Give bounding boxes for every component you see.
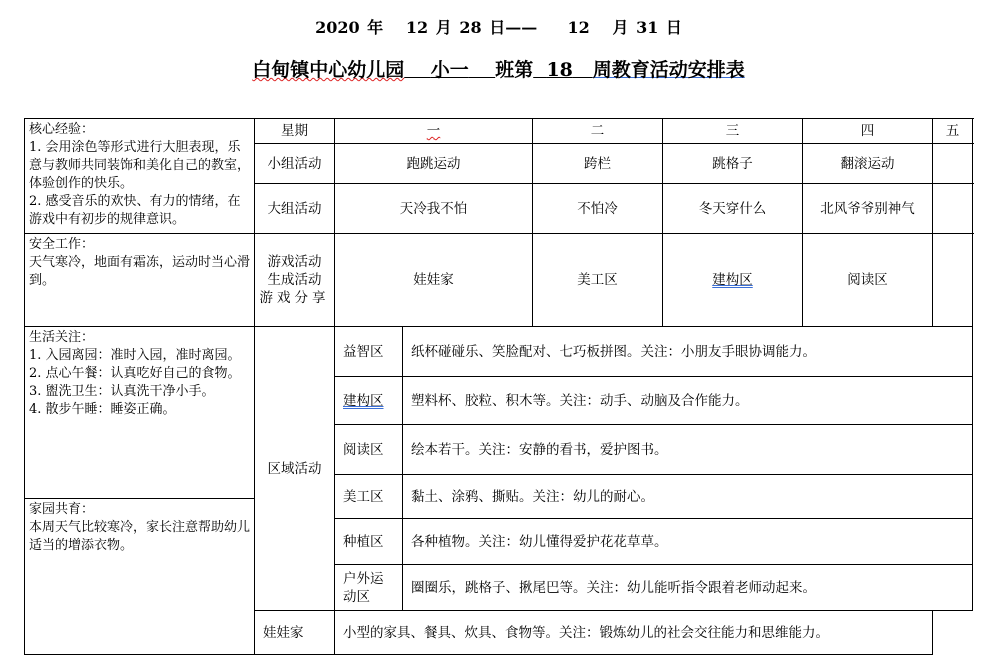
table-cell: 跑跳运动: [335, 144, 533, 184]
life-attention-item: 3. 盥洗卫生：认真洗干净小手。: [29, 384, 215, 399]
zone-name: 种植区: [335, 519, 403, 565]
date-month-start: 12: [405, 18, 429, 37]
date-range: [0, 15, 997, 38]
date-month-unit-start: 月: [435, 18, 452, 37]
week-label: 星期: [255, 119, 335, 144]
class-suffix: 班第: [495, 59, 534, 81]
page-title: [0, 55, 997, 82]
zone-desc: 纸杯碰碰乐、笑脸配对、七巧板拼图。关注：小朋友手眼协调能力。: [403, 327, 973, 377]
table-cell: 天冷我不怕: [335, 184, 533, 234]
core-experience-item: 1. 会用涂色等形式进行大胆表现，乐意与教师共同装饰和美化自己的教室，体验创作的快乐。: [29, 140, 251, 191]
table-cell: 建构区: [663, 234, 803, 327]
row-label-large-group: 大组活动: [255, 184, 335, 234]
zone-name: 建构区: [335, 377, 403, 425]
date-day-unit-end: 日: [665, 18, 682, 37]
table-cell: 不怕冷: [533, 184, 663, 234]
table-cell: 翻滚运动: [803, 144, 933, 184]
zone-name: 户外运 动区: [335, 565, 403, 611]
table-cell: 娃娃家: [335, 234, 533, 327]
life-attention-item: 2. 点心午餐：认真吃好自己的食物。: [29, 366, 241, 381]
row-label-small-group: 小组活动: [255, 144, 335, 184]
date-day-end: 31: [636, 18, 659, 37]
class-blank-right: [469, 59, 495, 81]
day-header-thu: 四: [803, 119, 933, 144]
week-blank-left: [533, 59, 546, 81]
zone-desc: 黏土、涂鸦、撕贴。关注：幼儿的耐心。: [403, 475, 973, 519]
table-cell: 美工区: [533, 234, 663, 327]
zone-name: 阅读区: [335, 425, 403, 475]
table-cell: [933, 144, 973, 184]
date-year: 2020: [315, 18, 360, 37]
core-experience-title: 核心经验：: [29, 122, 95, 137]
zone-name: 美工区: [335, 475, 403, 519]
table-cell: [933, 184, 973, 234]
day-header-mon: 一: [335, 119, 533, 144]
table-cell: 冬天穿什么: [663, 184, 803, 234]
safety-cell: [25, 234, 255, 327]
home-school-title: 家园共育：: [29, 502, 95, 517]
week-number: 18: [546, 59, 573, 81]
class-blank-left: [404, 59, 430, 81]
table-cell: 阅读区: [803, 234, 933, 327]
zone-desc: 小型的家具、餐具、炊具、食物等。关注：锻炼幼儿的社会交往能力和思维能力。: [335, 611, 933, 655]
life-attention-title: 生活关注：: [29, 330, 95, 345]
core-experience-cell: [25, 119, 255, 234]
title-suffix: 周教育活动安排表: [592, 59, 745, 81]
table-cell: 北风爷爷别神气: [803, 184, 933, 234]
date-month-end: 12: [567, 18, 590, 37]
date-day-unit-start: 日——: [489, 18, 538, 37]
zone-name: 益智区: [335, 327, 403, 377]
table-row: [25, 234, 973, 327]
date-day-start: 28: [459, 18, 482, 37]
day-header-tue: 二: [533, 119, 663, 144]
zone-desc: 塑料杯、胶粒、积木等。关注：动手、动脑及合作能力。: [403, 377, 973, 425]
life-attention-cell: [25, 327, 255, 499]
zone-desc: 圈圈乐，跳格子、揪尾巴等。关注：幼儿能听指令跟着老师动起来。: [403, 565, 973, 611]
table-row: [25, 327, 973, 377]
day-header-fri: 五: [933, 119, 973, 144]
zone-name: 娃娃家: [255, 611, 335, 655]
zone-desc: 各种植物。关注：幼儿懂得爱护花花草草。: [403, 519, 973, 565]
date-month-unit-end: 月: [612, 18, 629, 37]
school-name: 白甸镇中心幼儿园: [252, 59, 405, 81]
safety-text: 天气寒冷，地面有霜冻，运动时当心滑到。: [29, 255, 251, 288]
table-row: [25, 119, 973, 144]
home-school-text: 本周天气比较寒冷，家长注意帮助幼儿适当的增添衣物。: [29, 520, 251, 553]
class-name: 小一: [430, 59, 469, 81]
week-blank-right: [573, 59, 593, 81]
home-school-cell: [25, 499, 255, 655]
table-cell: 跨栏: [533, 144, 663, 184]
table-cell: 跳格子: [663, 144, 803, 184]
table-cell: [933, 234, 973, 327]
row-label-games: 游戏活动 生成活动 游戏分享: [255, 234, 335, 327]
life-attention-item: 1. 入园离园：准时入园，准时离园。: [29, 348, 241, 363]
core-experience-item: 2. 感受音乐的欢快、有力的情绪，在游戏中有初步的规律意识。: [29, 194, 241, 227]
area-activity-label: 区域活动: [255, 327, 335, 611]
date-year-unit: 年: [367, 18, 384, 37]
safety-title: 安全工作：: [29, 237, 95, 252]
schedule-table: [24, 118, 973, 655]
day-header-wed: 三: [663, 119, 803, 144]
zone-desc: 绘本若干。关注：安静的看书，爱护图书。: [403, 425, 973, 475]
life-attention-item: 4. 散步午睡：睡姿正确。: [29, 402, 176, 417]
